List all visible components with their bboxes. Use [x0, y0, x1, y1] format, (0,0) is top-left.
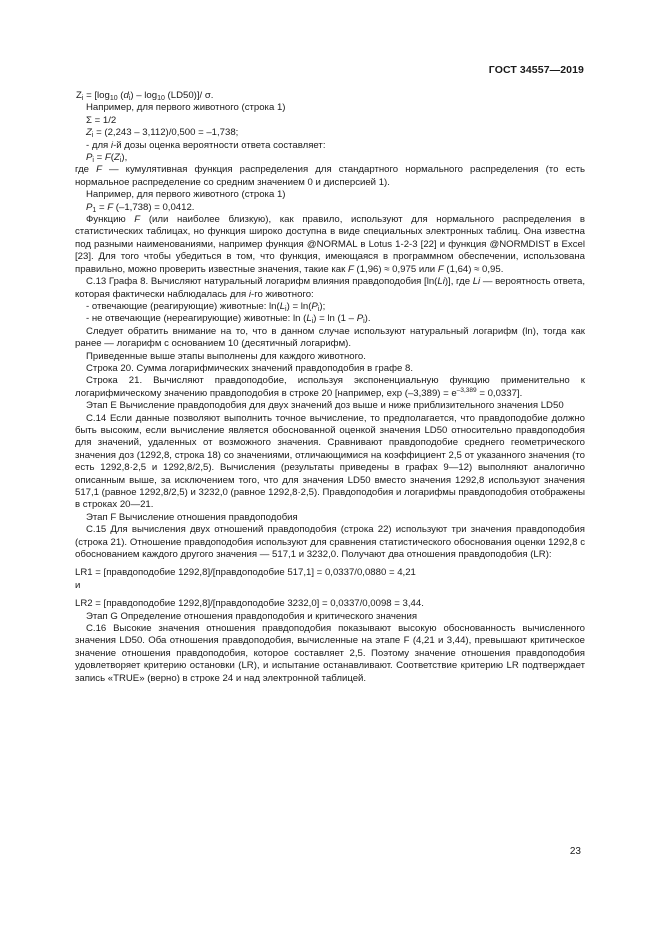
stage-g-heading: Этап G Определение отношения правдоподобия и критического значения — [86, 610, 418, 622]
paragraph-c13: С.13 Графа 8. Вычисляют натуральный логарифм влияния правдоподобия [ln(Li)], где Li — вероятность ответа, которая фактически наблюдалась для i-го животного: — [75, 276, 586, 300]
probability-intro: - для i-й дозы оценка вероятности ответа составляет: — [86, 139, 326, 151]
formula-p: $P_i = F(Z_i)$, — [86, 152, 128, 165]
paragraph-c16: С.16 Высокие значения отношения правдоподобия показывают высокую обоснованность вычисленного значения LD50. Оба отношения правдоподобия, вычисленные на этапе F (4,21 и 3,44), превышают критическое значение отношения правдоподобия, которое составляет 2,5. Поэтому значение отношения правдоподобия удовлетворяет критерию остановки (LR), и испытание останавливают. Соответствие критерию LR подтверждает запись «TRUE» (верно) в строке 24 и над электронной таблицей. — [75, 623, 585, 684]
row-20-note: Строка 20. Сумма логарифмических значений правдоподобия в графе 8. — [86, 362, 413, 374]
formula-lr2: LR2 = [правдоподобие 1292,8]/[правдоподобие 3232,0] = 0,0337/0,0098 = 3,44. — [75, 598, 424, 610]
paragraph-c15: С.15 Для вычисления двух отношений правдоподобия (строка 22) используют три значения правдоподобия (строка 21). Отношение правдоподобия используют для сравнения статистического обоснования оценки 1292,8 с обоснованием каждого другого значения — 517,1 и 3232,0. Получают два отношения правдоподобия (LR): — [75, 524, 585, 561]
list-item-responding: - отвечающие (реагирующие) животные: $\ln(L_i) = \ln(P_i)$; — [86, 300, 326, 313]
page-number: 23 — [569, 846, 581, 857]
paragraph-natural-log: Следует обратить внимание на то, что в данном случае используют натуральный логарифм (ln), тогда как ранее — логарифм с основанием 10 (десятичный логарифм). — [75, 325, 585, 350]
standard-number-header: ГОСТ 34557—2019 — [488, 64, 584, 76]
formula-p1: $P_1 = F$ (–1,738) = 0,0412. — [86, 201, 195, 214]
formula-z: $Z_i = [\log_{10}$ $(d_i) - \log_{10} (LD50)]/$ σ. — [76, 90, 214, 102]
paragraph-function-f: Функцию F (или наиболее близкую), как правило, используют для нормального распределения в статистических таблицах, но функция широко доступна в виде специальных электронных таблиц. Она известна под разными наименованиями, например функция @NORMAL в Lotus 1-2-3 [22] и функция @NORMDIST в Excel [23]. Для того чтобы убедиться в том, что функция, имеющаяся в программном обеспечении, использована правильно, можно проверить известные значения, такие как F (1,96) ≈ 0,975 или F (1,64) ≈ 0,95. — [75, 214, 585, 275]
document-body — [75, 90, 585, 685]
example-line-2: Например, для первого животного (строка 1) — [86, 189, 286, 201]
paragraph-row-21: Строка 21. Вычисляют правдоподобие, используя экспоненциальную функцию применительно к логарифмическому значению правдоподобия в строке 20 [например, $\exp (-3,389) = e^{-3,389} = 0,0337$]. — [75, 375, 585, 399]
conjunction-and: и — [75, 579, 81, 591]
formula-sigma: Σ = 1/2 — [86, 114, 117, 126]
stage-e-heading: Этап E Вычисление правдоподобия для двух значений доз выше и ниже приблизительного значения LD50 — [86, 400, 564, 412]
formula-lr1: LR1 = [правдоподобие 1292,8]/[правдоподобие 517,1] = 0,0337/0,0880 = 4,21 — [75, 567, 416, 579]
stage-f-heading: Этап F Вычисление отношения правдоподобия — [86, 511, 298, 523]
list-item-nonresponding: - не отвечающие (нереагирующие) животные: $\ln (L_i) = \ln (1 - P_i)$. — [86, 313, 371, 326]
example-line: Например, для первого животного (строка 1) — [86, 102, 286, 114]
paragraph-f-definition: где F — кумулятивная функция распределения для стандартного нормального распределения (то есть нормальное распределение со средним значением 0 и дисперсией 1). — [75, 164, 586, 188]
formula-z-value: $Z_i = (2,243 - 3,112)/0,500 = -1,738$; — [86, 127, 239, 140]
paragraph-c14: С.14 Если данные позволяют выполнить точное вычисление, то предполагается, что правдоподобие должно быть высоким, если вычисление является обоснованной оценкой значения LD50 относительно правдоподобия для значений, удаленных от возможного значения. Сравнивают правдоподобие среднего геометрического значения доз (1292,8, строка 18) со значениями, отличающимися на коэффициент 2,5 от указанного значения (то есть 1292,8·2,5 и 1292,8/2,5). Вычисления (результаты приведены в графах 9—12) выполняют аналогично описанным выше, за исключением того, что для значения LD50 вместо значения 1292,8 используют значения 517,1 (равное 1292,8/2,5) и 3232,0 (равное 1292,8·2,5). Правдоподобия и логарифмы правдоподобия отображены в строках 20—21. — [75, 412, 586, 511]
steps-note: Приведенные выше этапы выполнены для каждого животного. — [86, 350, 366, 362]
